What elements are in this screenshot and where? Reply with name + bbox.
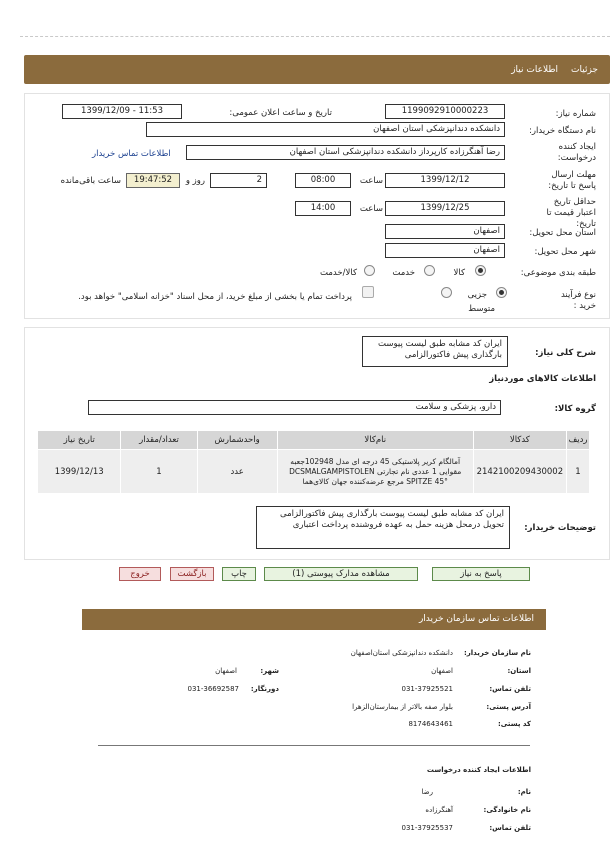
buyer-notes-label: توضیحات خریدار:	[524, 523, 596, 533]
validity-date-field: 1399/12/25	[385, 201, 505, 216]
creator-phone-label: تلفن تماس:	[489, 824, 531, 832]
category-goods-label: کالا	[453, 268, 465, 278]
contact-address-value: بلوار صفه بالاتر از بیمارستان‌الزهرا	[352, 703, 453, 711]
contact-divider	[98, 745, 530, 746]
tab-details[interactable]: جزئیات	[571, 65, 598, 75]
contact-address-label: آدرس پستی:	[486, 703, 531, 711]
contact-title: اطلاعات تماس سازمان خریدار	[418, 614, 534, 624]
category-both-label: کالا/خدمت	[320, 268, 357, 278]
page-header-bar	[24, 55, 610, 84]
exit-button[interactable]: خروج	[119, 567, 161, 581]
days-field: 2	[210, 173, 267, 188]
reply-button[interactable]: پاسخ به نیاز	[432, 567, 530, 581]
contact-org-value: دانشکده دندانپزشکی استان‌اصفهان	[350, 649, 453, 657]
contact-city-value: اصفهان	[215, 667, 237, 675]
summary-label: شرح کلی نیاز:	[535, 348, 596, 358]
need-number-label: شماره نیاز:	[555, 109, 596, 119]
creator-family-label: نام خانوادگی:	[483, 806, 531, 814]
contact-org-label: نام سازمان خریدار:	[463, 649, 531, 657]
summary-text: ایران کد مشابه طبق لیست پیوست بارگذاری پیش فاکتورالزامی	[362, 336, 508, 367]
province-field: اصفهان	[385, 224, 505, 239]
goods-group-label: گروه کالا:	[554, 404, 596, 414]
tab-need-info[interactable]: اطلاعات نیاز	[511, 65, 558, 75]
goods-title: اطلاعات کالاهای موردنیاز	[489, 374, 596, 384]
creator-family-value: آهنگرزاده	[425, 806, 453, 814]
buyer-notes-text: ایران کد مشابه طبق لیست پیوست بارگذاری پیش فاکتورالزامی تحویل درمحل هزینه حمل به عهده فروشنده پرداخت اعتباری	[256, 506, 510, 549]
process-partial-label: جزیی	[467, 290, 487, 300]
contact-city-label: شهر:	[260, 667, 279, 675]
attachments-button[interactable]: مشاهده مدارک پیوستی (1)	[264, 567, 418, 581]
creator-name-label: نام:	[517, 788, 531, 796]
row-qty: 1	[121, 450, 197, 494]
col-code: کدکالا	[473, 431, 566, 450]
goods-group-field: دارو، پزشکی و سلامت	[88, 400, 501, 415]
buyer-contact-link[interactable]: اطلاعات تماس خریدار	[92, 149, 171, 159]
buyer-org-field: دانشکده دندانپزشکی استان اصفهان	[146, 122, 505, 137]
row-code: 2142100209430002	[473, 450, 566, 494]
row-unit: عدد	[197, 450, 277, 494]
deadline-time-label: ساعت	[359, 176, 383, 186]
treasury-payment-checkbox[interactable]	[362, 286, 374, 298]
top-divider	[20, 36, 610, 37]
col-unit: واحدشمارش	[197, 431, 277, 450]
col-index: ردیف	[567, 431, 590, 450]
process-medium-label: متوسط	[468, 304, 495, 314]
min-validity-label: حداقل تاریخ اعتبار قیمت تا تاریخ:	[546, 197, 596, 229]
validity-time-field: 14:00	[295, 201, 351, 216]
contact-postal-value: 8174643461	[408, 720, 453, 728]
category-service-radio[interactable]	[424, 265, 435, 276]
province-label: استان محل تحویل:	[529, 228, 596, 238]
need-number-field: 1199092910000223	[385, 104, 505, 119]
creator-field: رضا آهنگرزاده کارپرداز دانشکده دندانپزشکی استان اصفهان	[186, 145, 505, 160]
contact-fax-value: 031-36692587	[187, 685, 239, 693]
remaining-time-field: 19:47:52	[126, 173, 180, 188]
announce-date-field: 1399/12/09 - 11:53	[62, 104, 182, 119]
creator-info-title: اطلاعات ایجاد کننده درخواست	[426, 766, 531, 774]
goods-table	[37, 430, 590, 494]
contact-province-label: استان:	[507, 667, 531, 675]
col-date: تاریخ نیاز	[38, 431, 121, 450]
process-type-label: نوع فرآیند خرید :	[560, 290, 596, 311]
contact-phone-label: تلفن تماس:	[489, 685, 531, 693]
treasury-payment-note: پرداخت تمام یا بخشی از مبلغ خرید، از محل اسناد "خزانه اسلامی" خواهد بود.	[78, 292, 352, 302]
table-row	[38, 450, 590, 494]
back-button[interactable]: بازگشت	[170, 567, 214, 581]
contact-fax-label: دورنگار:	[250, 685, 279, 693]
category-label: طبقه بندی موضوعی:	[520, 268, 596, 278]
contact-postal-label: کد پستی:	[497, 720, 531, 728]
deadline-time-field: 08:00	[295, 173, 351, 188]
deadline-label: مهلت ارسال پاسخ تا تاریخ:	[548, 170, 596, 191]
process-medium-radio[interactable]	[441, 287, 452, 298]
contact-header-bar	[82, 609, 546, 630]
category-both-radio[interactable]	[364, 265, 375, 276]
row-index: 1	[567, 450, 590, 494]
contact-province-value: اصفهان	[431, 667, 453, 675]
creator-phone-value: 031-37925537	[401, 824, 453, 832]
validity-time-label: ساعت	[359, 204, 383, 214]
row-name: آمالگام کریر پلاستیکی 45 درجه ای مدل 102948جعبه مقوایی 1 عددی نام تجارتی DCSMALGAMPISTOLEN SPITZE 45° مرجع عرضه‌کننده جهان کالای‌هما	[277, 450, 473, 494]
col-name: نام‌کالا	[277, 431, 473, 450]
city-field: اصفهان	[385, 243, 505, 258]
creator-name-value: رضا	[421, 788, 433, 796]
col-qty: تعداد/مقدار	[121, 431, 197, 450]
creator-label: ایجاد کننده درخواست:	[557, 142, 596, 163]
deadline-date-field: 1399/12/12	[385, 173, 505, 188]
category-service-label: خدمت	[392, 268, 415, 278]
row-date: 1399/12/13	[38, 450, 121, 494]
days-label: روز و	[185, 176, 205, 186]
remaining-label: ساعت باقی‌مانده	[60, 176, 121, 186]
city-label: شهر محل تحویل:	[534, 247, 596, 257]
print-button[interactable]: چاپ	[222, 567, 256, 581]
category-goods-radio[interactable]	[475, 265, 486, 276]
announce-date-label: تاریخ و ساعت اعلان عمومی:	[229, 108, 332, 118]
process-partial-radio[interactable]	[496, 287, 507, 298]
goods-table-header	[38, 431, 590, 450]
buyer-org-label: نام دستگاه خریدار:	[529, 126, 596, 136]
contact-phone-value: 031-37925521	[401, 685, 453, 693]
